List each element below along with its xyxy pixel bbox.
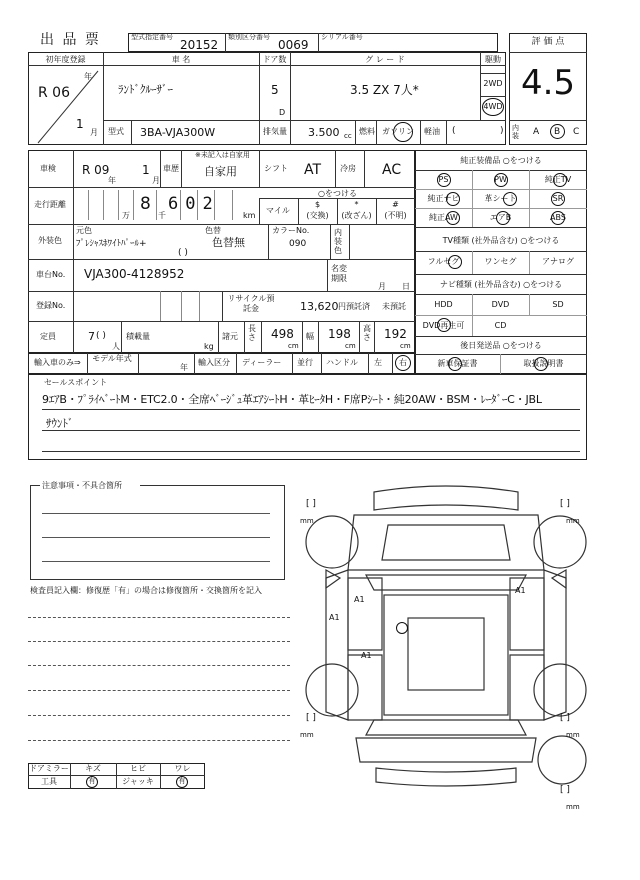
chassis-label: 車台No. — [36, 270, 66, 279]
drive-2wd: 2WD — [483, 79, 503, 88]
orig-color-label: 元色 — [76, 226, 92, 235]
fuel-gasoline-circle — [393, 122, 413, 142]
form-title: 出 品 票 — [40, 32, 101, 48]
unknown-symbol: # — [392, 200, 399, 209]
equip-abs: ABS — [550, 213, 566, 222]
grade-label: グ レ ー ド — [365, 55, 405, 64]
category-number: 0069 — [278, 38, 309, 52]
ac: AC — [382, 162, 402, 178]
tv-header: TV種類 (社外品含む) ○をつける — [442, 236, 560, 245]
navi-hdd: HDD — [434, 300, 453, 309]
equip-airbag-circle — [496, 211, 510, 225]
equip-aw: 純正AW — [429, 213, 458, 222]
sales-points-line-1: 9ｴｱB・ﾌﾟﾗｲﾍﾞｰﾄM・ETC2.0・全席ﾍﾞｰｼﾞｭ革ｴｱｼｰﾄH・革ﾋｰﾀH・F席Pｼｰﾄ・純20AW・BSM・ﾚｰﾀﾞｰC・JBL — [42, 393, 542, 406]
mileage-sen-unit: 千 — [158, 211, 166, 220]
legend-scratch: キズ — [85, 764, 101, 773]
tv-analog: アナログ — [542, 257, 574, 266]
displacement-unit: cc — [344, 132, 352, 140]
model-type: 3BA-VJA300W — [140, 126, 216, 139]
sales-points-box — [28, 374, 587, 460]
navi-header: ナビ種類 (社外品含む) ○をつける — [439, 280, 563, 289]
damage-mark-4: A1 — [361, 651, 372, 660]
model-designation: 20152 — [180, 38, 219, 52]
first-reg-year-unit: 年 — [84, 72, 92, 81]
mileage-man: 8 — [140, 194, 151, 214]
car-name: ﾗﾝﾄﾞｸﾙｰｻﾞｰ — [118, 83, 173, 96]
import-type-label: 輸入区分 — [198, 358, 230, 367]
drive-4wd: 4WD — [483, 102, 503, 111]
interior-label: 内装 — [512, 124, 519, 140]
color-change-paren: ( ) — [178, 248, 188, 258]
history-label: 車歴 — [163, 164, 179, 173]
tv-fullseg: フルセグ — [427, 257, 460, 266]
navi-dvd: DVD — [491, 300, 510, 309]
fuel-gasoline: ガソリン — [382, 127, 414, 136]
handle-label: ハンドル — [326, 358, 358, 367]
swap-label: (交換) — [306, 211, 329, 220]
displacement: 3.500 — [308, 126, 340, 139]
history: 自家用 — [204, 165, 237, 178]
light-oil-paren-open: ( — [452, 126, 456, 136]
tire-bracket-rr: [ ] — [560, 713, 570, 723]
handle-right-circle — [395, 355, 411, 371]
car-body-diagram — [296, 470, 596, 800]
model-year-unit: 年 — [180, 363, 188, 372]
equip-aw-circle — [446, 211, 460, 225]
details-block — [28, 150, 415, 353]
color-change: 色替無 — [212, 236, 245, 249]
model-year-label: モデル年式 — [92, 354, 132, 363]
tamper-symbol: * — [354, 200, 359, 209]
load-unit: kg — [204, 342, 214, 351]
color-label: 外装色 — [38, 236, 62, 245]
damage-mark-1: A1 — [354, 595, 365, 604]
parallel-label: 並行 — [297, 358, 313, 367]
capacity-unit: 人 — [112, 342, 120, 351]
model-type-label: 型式 — [108, 127, 124, 136]
doors-label: ドア数 — [262, 55, 287, 64]
door-suffix: D — [279, 108, 286, 117]
equip-sr: SR — [552, 194, 564, 203]
tamper-label: (改ざん) — [341, 211, 372, 220]
ac-label: 冷房 — [340, 164, 356, 173]
equip-ps-circle — [437, 173, 451, 187]
equip-abs-circle — [551, 211, 565, 225]
reg-change-day: 日 — [402, 282, 410, 291]
color-change-label: 色替 — [205, 226, 221, 235]
recycle-unpaid: 未預託 — [382, 302, 406, 311]
later-warranty: 新車保証書 — [437, 359, 478, 368]
reg-no-label: 登録No. — [36, 301, 66, 310]
tire-bracket-fr: [ ] — [560, 499, 570, 509]
light-oil-label: 軽油 — [424, 127, 440, 136]
capacity: 7 — [88, 330, 95, 343]
category-label: 類別区分番号 — [228, 33, 270, 41]
interior-b: B — [554, 127, 561, 137]
height: 192 — [384, 327, 407, 341]
equip-sr-circle — [551, 192, 565, 206]
recycle-amount: 13,620 — [300, 300, 339, 313]
navi-cd: CD — [494, 321, 507, 330]
interior-b-circle — [550, 124, 565, 139]
mileage-man-unit: 万 — [122, 211, 130, 220]
grade: 3.5 ZX 7人* — [350, 83, 419, 97]
light-oil-paren-close: ) — [500, 126, 504, 136]
height-label: 高さ — [363, 324, 371, 342]
tv-oneseg: ワンセグ — [484, 257, 517, 266]
mileage-rest: 602 — [168, 194, 220, 214]
inspection-label: 車検 — [40, 164, 56, 173]
legend-tools: 工具 — [41, 777, 57, 786]
width: 198 — [328, 327, 351, 341]
shift: AT — [304, 162, 322, 178]
mileage-label: 走行距離 — [34, 200, 66, 209]
later-manual-circle — [534, 357, 548, 371]
equip-tv-circle — [553, 173, 567, 187]
interior-c: C — [573, 127, 580, 137]
equip-navi: 純正ナビ — [427, 194, 460, 203]
orig-color: ﾌﾟﾚｼｬｽﾎﾜｲﾄﾊﾟｰﾙ+ — [76, 239, 147, 249]
first-reg-month: 1 — [76, 117, 84, 131]
shift-label: シフト — [264, 164, 288, 173]
swap-symbol: $ — [314, 200, 321, 209]
legend-tools-present: 有 — [88, 777, 96, 785]
inspection-month: 1 — [142, 163, 150, 177]
import-only-label: 輸入車のみ⇒ — [34, 358, 81, 367]
tire-bracket-rl: [ ] — [306, 713, 316, 723]
equip-pw-circle — [494, 173, 508, 187]
reg-change-label: 名変期限 — [331, 264, 347, 283]
capacity-paren: ( ) — [96, 331, 106, 341]
mark-note: ○をつける — [318, 189, 357, 198]
serial-label: シリアル番号 — [321, 33, 363, 41]
width-label: 幅 — [306, 332, 314, 341]
color-no: 090 — [289, 239, 307, 249]
equip-airbag: エアB — [489, 213, 512, 222]
legend-broken: ワレ — [174, 764, 191, 773]
later-manual: 取扱説明書 — [523, 359, 564, 368]
tire-bracket-fl: [ ] — [306, 499, 316, 509]
roof-marker-circle — [396, 622, 408, 634]
dims-label: 諸元 — [222, 332, 238, 341]
color-no-label: カラーNo. — [272, 226, 310, 235]
legend-crack: ヒビ — [130, 764, 146, 773]
equip-ps: PS — [438, 175, 449, 184]
damage-mark-2: A1 — [329, 613, 340, 622]
jack-present-circle — [176, 776, 188, 788]
unknown-label: (不明) — [384, 211, 407, 220]
width-unit: cm — [345, 342, 356, 350]
sales-points-label: セールスポイント — [44, 378, 108, 387]
tire-bracket-spare: [ ] — [560, 785, 570, 795]
tire-mm-rr: mm — [566, 731, 580, 739]
handle-right: 右 — [399, 358, 407, 367]
drive-label: 駆動 — [485, 55, 501, 64]
legend-door-mirror: ドアミラー — [29, 764, 69, 773]
tools-present-circle — [86, 776, 98, 788]
later-header: 後日発送品 ○をつける — [460, 341, 542, 350]
mile-label: マイル — [266, 206, 290, 215]
dealer-label: ディーラー — [242, 358, 282, 367]
score-label: 評 価 点 — [531, 37, 565, 47]
inspection-month-unit: 月 — [152, 176, 160, 185]
height-unit: cm — [400, 342, 411, 350]
door-count: 5 — [271, 83, 279, 97]
load-label: 積載量 — [126, 332, 150, 341]
chassis-number: VJA300-4128952 — [84, 267, 185, 281]
interior-a: A — [533, 127, 540, 137]
tire-mm-spare: mm — [566, 803, 580, 811]
first-reg-month-unit: 月 — [90, 128, 98, 137]
navi-dvd-playable-circle — [437, 318, 451, 332]
equip-tv: 純正TV — [544, 175, 572, 184]
handle-left: 左 — [374, 358, 382, 367]
interior-color-label: 内装色 — [334, 228, 342, 255]
equip-leather-circle — [503, 192, 517, 206]
capacity-label: 定員 — [40, 332, 56, 341]
recycle-label: リサイクル預託金 — [227, 294, 275, 313]
legend-jack: ジャッキ — [122, 777, 154, 786]
tire-mm-fr: mm — [566, 517, 580, 525]
score-value: 4.5 — [520, 63, 576, 103]
inspection-year: R 09 — [82, 163, 110, 177]
damage-mark-3: A1 — [515, 586, 526, 595]
first-reg-label: 初年度登録 — [45, 55, 86, 64]
inspection-year-unit: 年 — [108, 176, 116, 185]
length-label: 長さ — [248, 324, 256, 342]
mileage-km-unit: km — [243, 211, 256, 220]
reg-change-month: 月 — [378, 282, 386, 291]
equip-leather: 革シート — [484, 194, 517, 203]
navi-dvd-playable: DVD再生可 — [422, 321, 465, 330]
inspector-label: 検査員記入欄：修復歴「有」の場合は修復箇所・交換箇所を記入 — [30, 586, 262, 595]
first-reg-year: R 06 — [38, 85, 70, 101]
history-note: ※未記入は自家用 — [195, 151, 250, 159]
length: 498 — [271, 327, 294, 341]
model-designation-label: 型式指定番号 — [131, 33, 173, 41]
displacement-label: 排気量 — [263, 127, 287, 136]
navi-sd: SD — [552, 300, 564, 309]
equip-pw: PW — [494, 175, 507, 184]
later-warranty-circle — [448, 357, 462, 371]
sales-points-line-2: ｻｳﾝﾄﾞ — [46, 417, 74, 430]
recycle-paid: 円預託済 — [338, 302, 370, 311]
std-equipment-header: 純正装備品 ○をつける — [460, 156, 542, 165]
equip-navi-circle — [446, 192, 460, 206]
length-unit: cm — [288, 342, 299, 350]
tv-fullseg-circle — [448, 255, 462, 269]
tire-mm-fl: mm — [300, 517, 314, 525]
tire-mm-rl: mm — [300, 731, 314, 739]
legend-jack-present: 有 — [178, 777, 186, 785]
fuel-label: 燃料 — [359, 127, 375, 136]
car-name-label: 車 名 — [171, 55, 191, 64]
notes-label: 注意事項・不具合箇所 — [42, 481, 122, 490]
drive-4wd-circle — [482, 98, 504, 116]
